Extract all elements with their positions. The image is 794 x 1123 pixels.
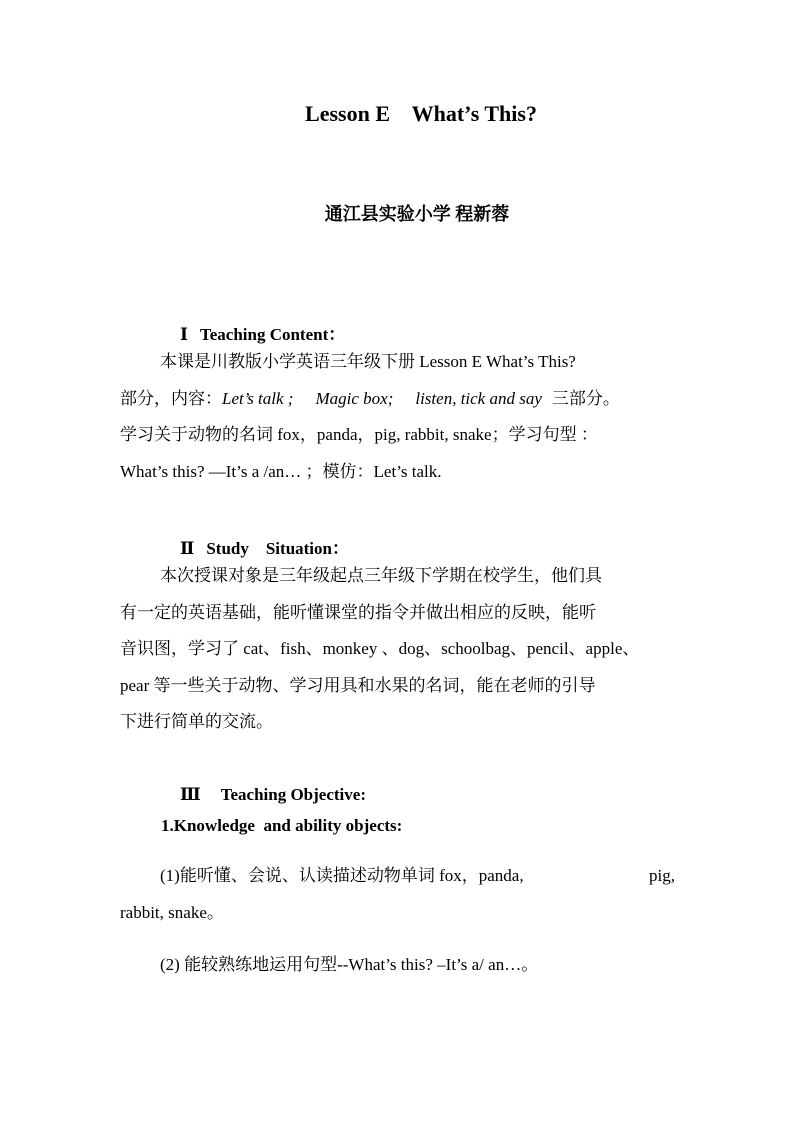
objective-item-2 xyxy=(120,947,675,984)
section-title: Teaching Objective: xyxy=(220,785,366,804)
situation-line-2: 有一定的英语基础，能听懂课堂的指令并做出相应的反映，能听 xyxy=(120,602,596,622)
objective-item-1-right: pig, xyxy=(649,866,675,885)
objective-item-1 xyxy=(120,858,675,931)
situation-paragraph xyxy=(120,558,675,741)
content-line-1: 本课是川教版小学英语三年级下册 Lesson E What’s This? xyxy=(160,352,576,371)
content-paragraph xyxy=(120,344,675,490)
section-number: Ⅰ xyxy=(180,325,188,344)
objective-sub-heading: 1.Knowledge and ability objects: xyxy=(161,816,403,835)
content-line-2-prefix: 部分，内容： xyxy=(120,388,222,408)
content-line-3: 学习关于动物的名词 fox，panda，pig, rabbit, snake；学习句型 ： xyxy=(120,425,598,444)
content-item-magic-box: Magic box; xyxy=(315,388,394,408)
situation-line-4: pear 等一些关于动物、学习用具和水果的名词，能在老师的引导 xyxy=(120,675,596,695)
situation-line-1: 本次授课对象是三年级起点三年级下学期在校学生，他们具 xyxy=(160,566,602,585)
content-line-2-suffix: 三部分。 xyxy=(551,388,620,408)
section-title: Study Situation： xyxy=(206,539,349,558)
situation-line-3: 音识图，学习了 cat、fish、monkey 、dog、schoolbag、pencil、apple、 xyxy=(120,639,640,658)
section-title: Teaching Content： xyxy=(199,325,346,344)
document-author: 通江县实验小学 程新蓉 xyxy=(324,204,510,224)
content-item-listen-tick-say: listen, tick and say xyxy=(415,388,542,408)
objective-item-1-left: (1)能听懂、会说、认读描述动物单词 fox，panda, xyxy=(160,866,524,885)
objective-item-2-line: (2) 能较熟练地运用句型--What’s this? –It’s a/ an…。 xyxy=(160,955,539,974)
content-line-4: What’s this? —It’s a /an… ；模仿：Let’s talk. xyxy=(120,461,442,481)
document-title: Lesson E What’s This? xyxy=(305,101,537,126)
situation-line-5: 下进行简单的交流。 xyxy=(120,712,273,731)
section-number: Ⅲ xyxy=(180,785,201,804)
objective-item-1-line-1 xyxy=(120,858,675,895)
objective-item-1-line-2: rabbit, snake。 xyxy=(120,902,224,922)
section-number: Ⅱ xyxy=(180,539,195,558)
content-item-lets-talk: Let’s talk ; xyxy=(222,388,294,408)
content-line-2 xyxy=(120,381,675,418)
